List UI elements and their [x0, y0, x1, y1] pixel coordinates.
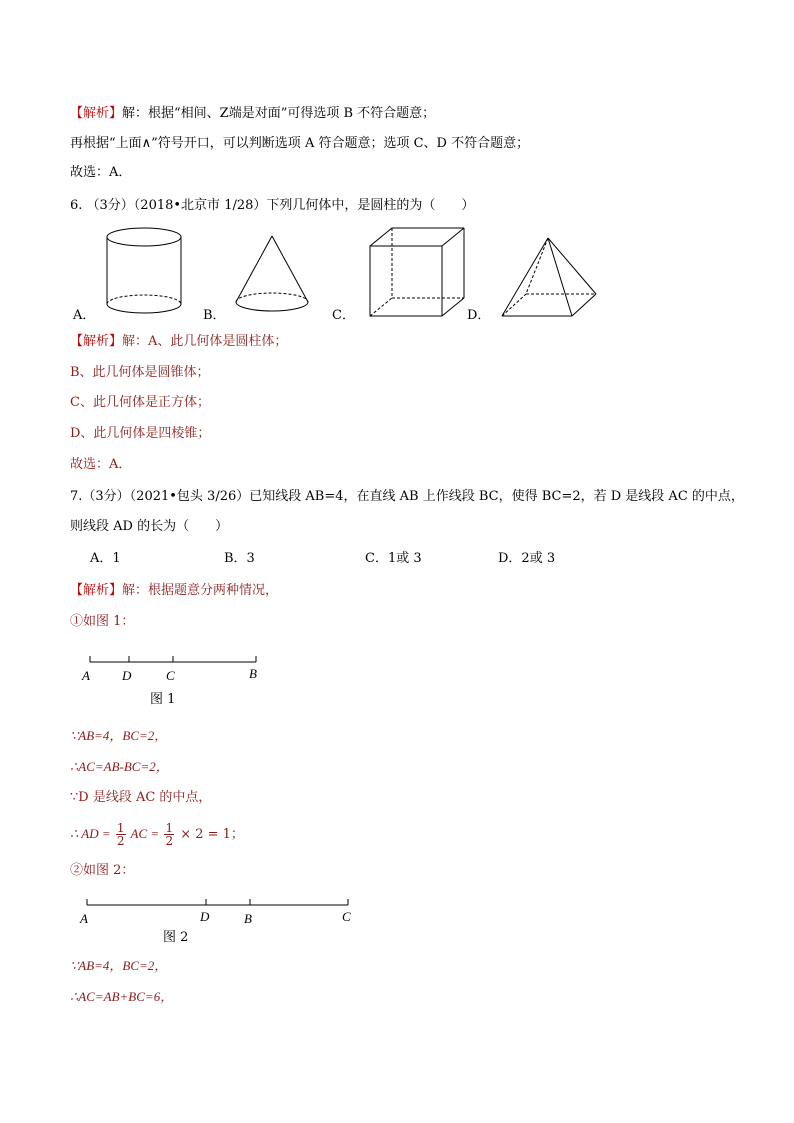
- cone-figure: [236, 236, 308, 311]
- final-prefix: ∴ AD =: [70, 826, 114, 841]
- fraction-numerator: 1: [165, 821, 174, 835]
- q7-stem-line1: 7.（3分）（2021•包头 3/26）已知线段 AB=4，在直线 AB 上作线段 BC，使得 BC=2，若 D 是线段 AC 的中点，: [70, 489, 744, 504]
- fraction-denominator: 2: [116, 834, 125, 848]
- final-mid: AC =: [127, 826, 163, 841]
- case2-step2: ∴AC=AB+BC=6，: [70, 989, 174, 1004]
- q6-stem: 6. （3分）（2018•北京市 1/28）下列几何体中，是圆柱的为（ ）: [70, 198, 475, 213]
- fraction-half: [116, 822, 126, 847]
- q6-analysis-line1: [70, 333, 287, 351]
- analysis-text: 解：A、此几何体是圆柱体；: [122, 334, 288, 349]
- case1-heading: ①如图 1：: [70, 614, 135, 629]
- q7-option-c: C．1或 3: [365, 551, 422, 566]
- cylinder-figure: [107, 228, 181, 313]
- q7-option-b: B．3: [224, 551, 255, 566]
- figure-2: [0, 893, 794, 953]
- q6-analysis-line2: B、此几何体是圆锥体；: [70, 365, 210, 380]
- final-suffix: × 2 = 1；: [176, 827, 244, 842]
- q5-analysis-line3: 故选：A．: [70, 165, 132, 180]
- point-label-a: A: [82, 668, 90, 683]
- figure-1: [0, 650, 794, 710]
- q6-option-c: C．: [332, 308, 355, 323]
- case2-step1: ∵AB=4，BC=2，: [70, 958, 168, 973]
- q7-option-d: D．2或 3: [498, 551, 556, 566]
- q6-option-a: A．: [73, 308, 96, 323]
- point-label-c: C: [342, 909, 351, 924]
- analysis-tag: 【解析】: [70, 106, 123, 121]
- point-label-d: D: [122, 668, 132, 683]
- case2-heading: ②如图 2：: [70, 863, 135, 878]
- figure-caption: 图 1: [150, 692, 176, 707]
- q7-analysis-intro: [70, 582, 278, 600]
- point-label-c: C: [166, 668, 175, 683]
- q5-analysis-line2: 再根据“上面∧”符号开口，可以判断选项 A 符合题意；选项 C、D 不符合题意；: [70, 136, 530, 151]
- q5-analysis-line1: [70, 105, 435, 123]
- analysis-tag: 【解析】: [70, 334, 123, 349]
- case1-step3: ∵D 是线段 AC 的中点，: [70, 790, 212, 805]
- case1-step1: ∵AB=4，BC=2，: [70, 728, 168, 743]
- analysis-tag: 【解析】: [70, 583, 123, 598]
- q6-analysis-line4: D、此几何体是四棱锥；: [70, 426, 211, 441]
- point-label-d: D: [200, 909, 210, 924]
- point-label-b: B: [249, 666, 257, 681]
- q6-option-d: D．: [467, 308, 491, 323]
- case1-final: [70, 818, 244, 851]
- point-label-b: B: [244, 911, 252, 926]
- pyramid-figure: [502, 238, 596, 316]
- analysis-text: 解：根据“相间、Z端是对面”可得选项 B 不符合题意；: [122, 106, 436, 121]
- q6-analysis-line5: 故选：A．: [70, 457, 132, 472]
- fraction-half-2: [164, 822, 174, 847]
- figure-caption: 图 2: [163, 930, 189, 945]
- fraction-numerator: 1: [116, 821, 125, 835]
- point-label-a: A: [80, 911, 88, 926]
- q7-stem-line2: 则线段 AD 的长为（ ）: [70, 519, 229, 534]
- q6-figures: [0, 222, 794, 342]
- case1-step2: ∴AC=AB-BC=2，: [70, 759, 169, 774]
- fraction-denominator: 2: [165, 834, 174, 848]
- q6-option-b: B．: [203, 308, 226, 323]
- analysis-text: 解：根据题意分两种情况，: [122, 583, 279, 598]
- cube-figure: [370, 228, 464, 316]
- q7-option-a: A．1: [90, 551, 121, 566]
- q6-analysis-line3: C、此几何体是正方体；: [70, 395, 210, 410]
